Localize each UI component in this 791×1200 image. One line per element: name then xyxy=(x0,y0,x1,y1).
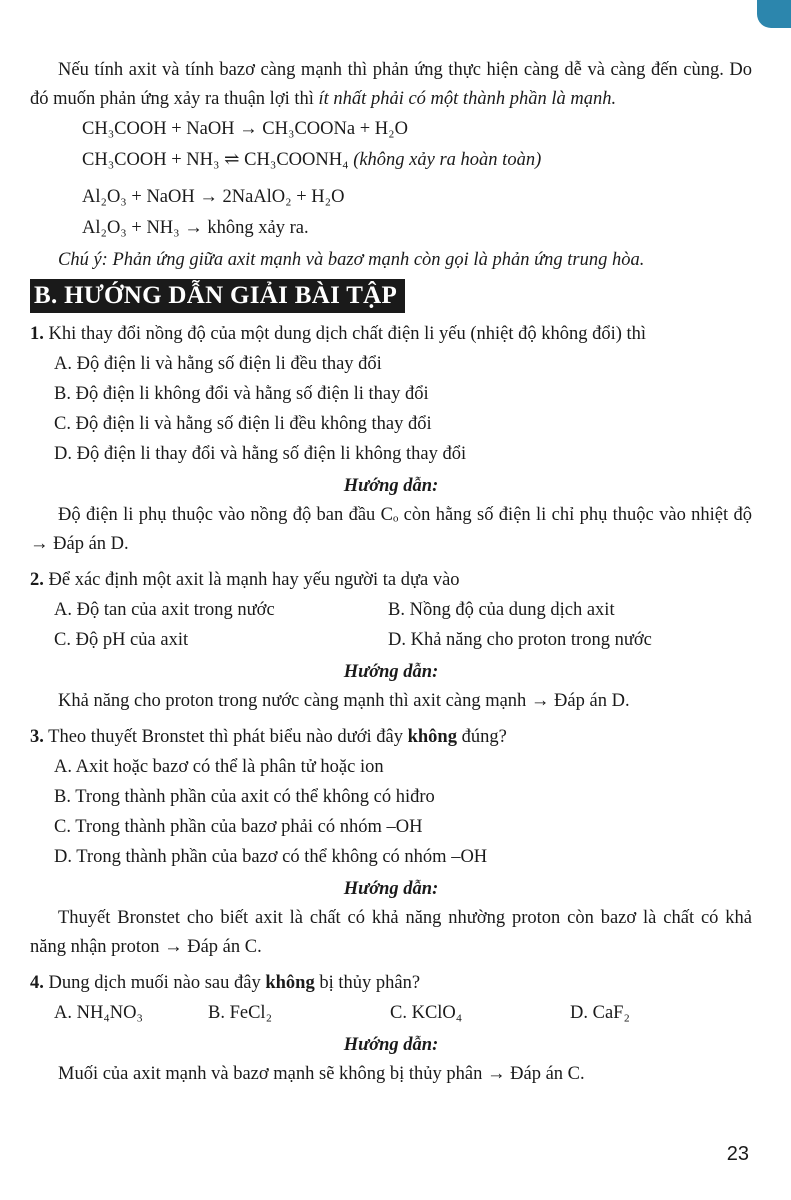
page-content xyxy=(30,56,752,1095)
question-keyword: không xyxy=(407,727,457,747)
q3-option-a: A. Axit hoặc bazơ có thể là phân tử hoặc ion xyxy=(54,757,384,777)
q2-options-row-2 xyxy=(30,625,752,655)
q2-option-c: C. Độ pH của axit xyxy=(54,630,189,650)
q4-option-c: C. KClO₄ xyxy=(390,1003,463,1023)
page-number: 23 xyxy=(726,1143,749,1165)
equation-3: Al₂O₃ + NaOH → 2NaAlO₂ + H₂O xyxy=(82,187,345,207)
q3-answer: Thuyết Bronstet cho biết axit là chất có khả năng nhường proton còn bazơ là chất có khả năng nhận proton → Đáp án C. xyxy=(30,908,752,957)
q1-option-a: A. Độ điện li và hằng số điện li đều thay đổi xyxy=(54,354,382,374)
corner-tab xyxy=(757,0,791,28)
equation-2 xyxy=(30,145,752,176)
guide-heading: Hướng dẫn: xyxy=(343,662,439,682)
question-keyword: không xyxy=(265,973,315,993)
question-number: 1. xyxy=(30,324,44,344)
intro-emphasis: ít nhất phải có một thành phần là mạnh. xyxy=(318,89,617,109)
intro-text: Nếu tính axit và tính bazơ càng mạnh thì phản ứng thực hiện càng dễ và càng đến cùng. Do đó muốn phản ứng xảy ra thuận lợi thì xyxy=(30,60,752,109)
guide-heading: Hướng dẫn: xyxy=(343,1035,439,1055)
question-text: Để xác định một axit là mạnh hay yếu người ta dựa vào xyxy=(43,570,460,590)
q2-answer: Khả năng cho proton trong nước càng mạnh thì axit càng mạnh → Đáp án D. xyxy=(58,691,630,711)
equation-2-main: CH₃COOH + NH₃ ⇌ CH₃COONH₄ xyxy=(82,150,354,170)
q3-option-b: B. Trong thành phần của axit có thể không có hiđro xyxy=(54,787,435,807)
q2-options-row-1 xyxy=(30,595,752,625)
question-number: 2. xyxy=(30,570,44,590)
question-number: 3. xyxy=(30,727,44,747)
section-title: B. HƯỚNG DẪN GIẢI BÀI TẬP xyxy=(30,279,405,313)
question-text: Khi thay đổi nồng độ của một dung dịch chất điện li yếu (nhiệt độ không đổi) thì xyxy=(43,324,647,344)
question-3 xyxy=(30,722,752,752)
question-text-end: đúng? xyxy=(456,727,507,747)
q2-option-b: B. Nồng độ của dung dịch axit xyxy=(388,600,615,620)
q4-options-row xyxy=(30,998,752,1028)
question-text: Dung dịch muối nào sau đây xyxy=(43,973,266,993)
equation-2-note: (không xảy ra hoàn toàn) xyxy=(353,150,542,170)
q4-answer: Muối của axit mạnh và bazơ mạnh sẽ không bị thủy phân → Đáp án C. xyxy=(58,1064,585,1084)
q4-option-a: A. NH₄NO₃ xyxy=(54,1003,143,1023)
q4-option-b: B. FeCl₂ xyxy=(208,1003,273,1023)
q1-option-b: B. Độ điện li không đổi và hằng số điện li thay đổi xyxy=(54,384,429,404)
question-4 xyxy=(30,968,752,998)
guide-heading: Hướng dẫn: xyxy=(343,476,439,496)
q2-option-d: D. Khả năng cho proton trong nước xyxy=(388,630,652,650)
question-text-end: bị thủy phân? xyxy=(314,973,421,993)
question-text: Theo thuyết Bronstet thì phát biểu nào dưới đây xyxy=(43,727,408,747)
question-1 xyxy=(30,319,752,349)
equation-4: Al₂O₃ + NH₃ → không xảy ra. xyxy=(82,218,309,238)
q2-option-a: A. Độ tan của axit trong nước xyxy=(54,600,275,620)
q3-option-c: C. Trong thành phần của bazơ phải có nhóm –OH xyxy=(54,817,423,837)
q4-option-d: D. CaF₂ xyxy=(570,1003,630,1023)
intro-paragraph xyxy=(30,56,752,114)
note-text: Chú ý: Phản ứng giữa axit mạnh và bazơ mạnh còn gọi là phản ứng trung hòa. xyxy=(58,250,645,270)
q1-option-d: D. Độ điện li thay đổi và hằng số điện li không thay đổi xyxy=(54,444,467,464)
question-number: 4. xyxy=(30,973,44,993)
equation-1: CH₃COOH + NaOH → CH₃COONa + H₂O xyxy=(82,119,408,139)
q1-answer: Độ điện li phụ thuộc vào nồng độ ban đầu Cₒ còn hằng số điện li chỉ phụ thuộc vào nhiệt độ → Đáp án D. xyxy=(30,505,752,554)
q1-option-c: C. Độ điện li và hằng số điện li đều không thay đổi xyxy=(54,414,432,434)
q3-option-d: D. Trong thành phần của bazơ có thể không có nhóm –OH xyxy=(54,847,488,867)
question-2 xyxy=(30,565,752,595)
guide-heading: Hướng dẫn: xyxy=(343,879,439,899)
